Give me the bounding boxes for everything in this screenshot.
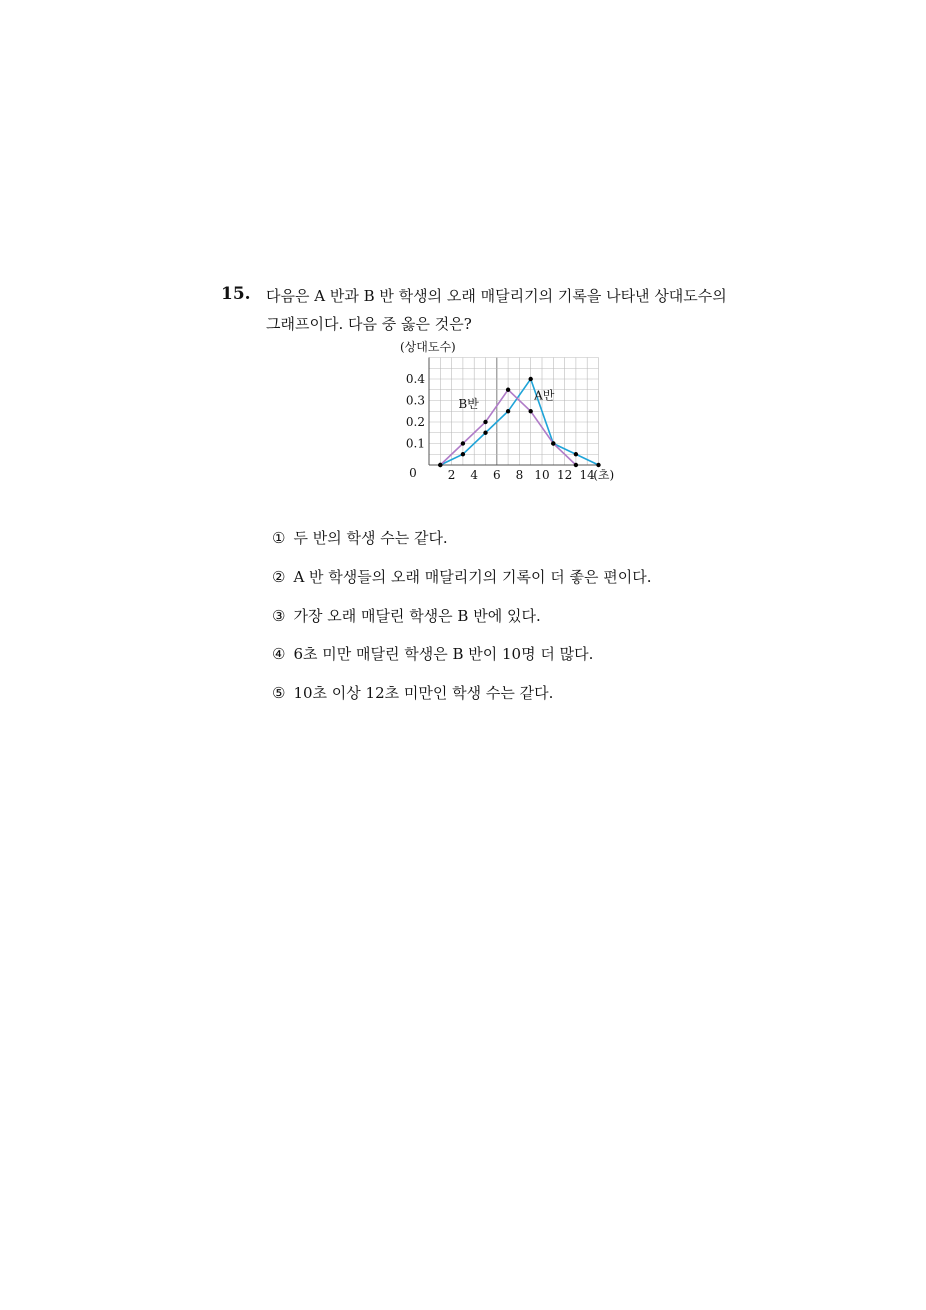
chart-grid bbox=[429, 358, 599, 466]
x-tick-label: 12 bbox=[556, 468, 573, 482]
y-tick-label: 0.4 bbox=[405, 372, 425, 386]
series-label-a: A반 bbox=[534, 388, 555, 403]
y-tick-label: 0.3 bbox=[405, 393, 425, 408]
option-1-number: ① bbox=[272, 529, 286, 547]
y-tick-label: 0.1 bbox=[405, 436, 425, 451]
series-label-b: B반 bbox=[458, 397, 479, 412]
origin-label: 0 bbox=[409, 466, 417, 480]
question-text-line-2: 그래프이다. 다음 중 옳은 것은? bbox=[266, 315, 472, 333]
option-5-number: ⑤ bbox=[272, 684, 286, 703]
series-1-point bbox=[483, 431, 487, 435]
option-4-text: 6초 미만 매달린 학생은 B 반이 10명 더 많다. bbox=[293, 645, 594, 664]
series-1-point bbox=[596, 463, 600, 467]
series-1-point bbox=[574, 452, 578, 456]
question-text-line-1: 다음은 A 반과 B 반 학생의 오래 매달리기의 기록을 나타낸 상대도수의 bbox=[266, 287, 727, 305]
option-1[interactable] bbox=[272, 527, 652, 566]
series-1-point bbox=[529, 377, 533, 381]
option-1-text: 두 반의 학생 수는 같다. bbox=[293, 529, 448, 547]
x-tick-label: 4 bbox=[470, 468, 479, 482]
y-tick-label: 0.2 bbox=[405, 415, 425, 429]
relative-frequency-chart bbox=[390, 336, 630, 486]
x-tick-label: 8 bbox=[515, 468, 524, 482]
option-5[interactable] bbox=[272, 682, 652, 721]
series-2-point bbox=[529, 409, 533, 413]
series-2-point bbox=[551, 441, 555, 445]
option-3[interactable] bbox=[272, 605, 652, 644]
series-1-point bbox=[506, 409, 510, 413]
series-2-point bbox=[483, 420, 487, 424]
series-2-point bbox=[506, 388, 510, 392]
series-2-point bbox=[574, 463, 578, 467]
x-tick-label: 14 bbox=[579, 468, 595, 482]
x-axis-label: (초) bbox=[593, 468, 615, 482]
answer-options bbox=[272, 527, 652, 721]
option-3-text: 가장 오래 매달린 학생은 B 반에 있다. bbox=[293, 606, 541, 625]
option-4[interactable] bbox=[272, 643, 652, 682]
option-4-number: ④ bbox=[272, 645, 286, 664]
option-2-text: A 반 학생들의 오래 매달리기의 기록이 더 좋은 편이다. bbox=[293, 567, 652, 586]
x-tick-label: 10 bbox=[534, 468, 550, 482]
x-tick-label: 2 bbox=[447, 468, 456, 482]
series-2-point bbox=[461, 441, 465, 445]
series-2-point bbox=[438, 463, 442, 467]
option-5-text: 10초 이상 12초 미만인 학생 수는 같다. bbox=[293, 684, 554, 703]
option-2-number: ② bbox=[272, 567, 286, 586]
option-2[interactable] bbox=[272, 566, 652, 605]
y-axis-label: (상대도수) bbox=[400, 340, 456, 354]
x-tick-label: 6 bbox=[492, 468, 501, 482]
series-1-point bbox=[461, 452, 465, 456]
option-3-number: ③ bbox=[272, 606, 286, 625]
question-number: 15. bbox=[221, 284, 251, 304]
